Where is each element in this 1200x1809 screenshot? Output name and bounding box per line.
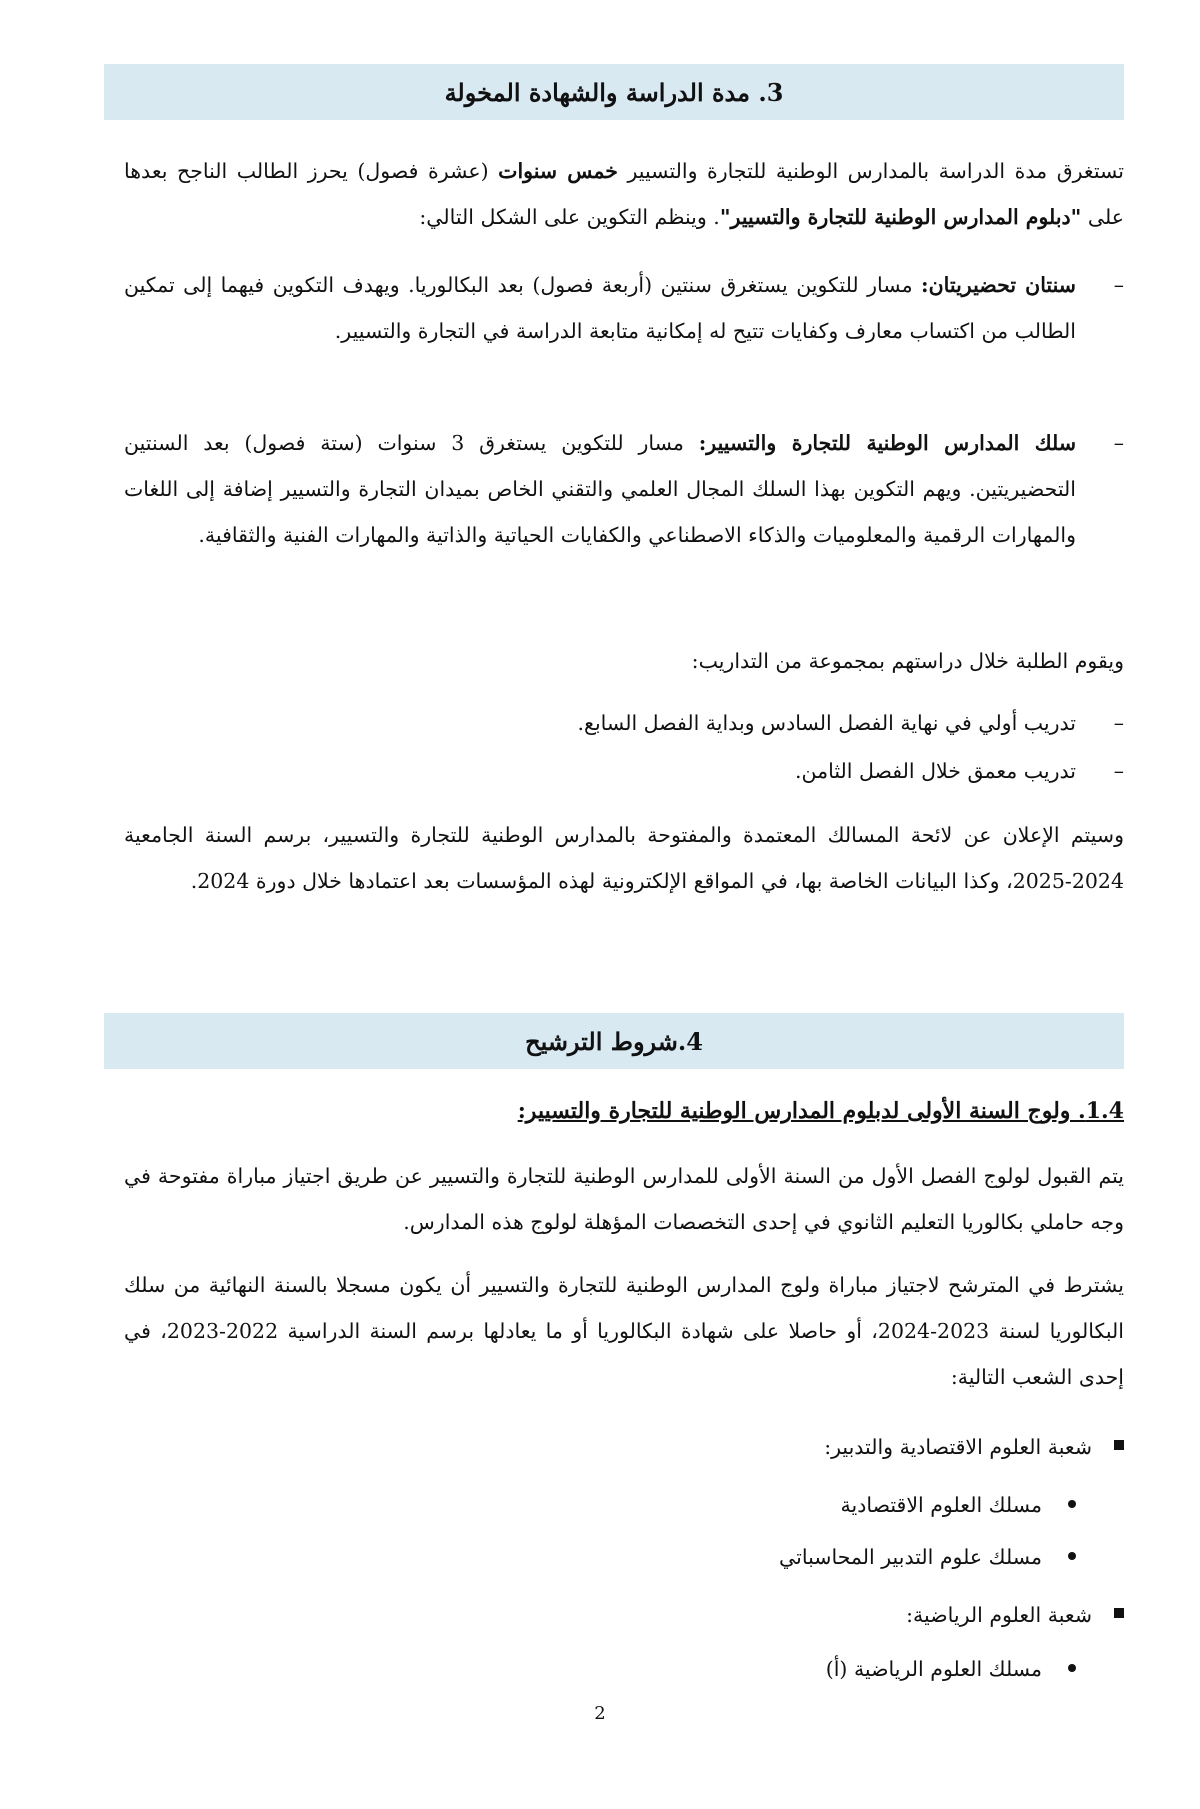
dash-marker: – [1113, 759, 1124, 783]
dash-marker: – [1113, 273, 1124, 297]
track-item [226, 1646, 1076, 1692]
square-bullet-icon [1114, 1440, 1124, 1450]
dash-marker: – [1113, 431, 1124, 455]
list-item-term: سلك المدارس الوطنية للتجارة والتسيير: [698, 431, 1076, 455]
subsection-4-1-title: 1.4. ولوج السنة الأولى لدبلوم المدارس الوطنية للتجارة والتسيير: [517, 1098, 1124, 1124]
internship-text: تدريب أولي في نهاية الفصل السادس وبداية الفصل السابع. [577, 711, 1076, 735]
admission-paragraph: يتم القبول لولوج الفصل الأول من السنة الأولى للمدارس الوطنية للتجارة والتسيير عن طريق اجتياز مباراة مفتوحة في وجه حاملي بكالوريا التعليم الثانوي في إحدى التخصصات المؤهلة لولوج هذه المدارس. [124, 1164, 1124, 1234]
eligibility-paragraph: يشترط في المترشح لاجتياز مباراة ولوج المدارس الوطنية للتجارة والتسيير أن يكون مسجلا بالسنة النهائية من سلك البكالوريا لسنة 2023-2024، أو حاصلا على شهادة البكالوريا أو ما يعادلها برسم السنة الدراسية 2022-2023، في إحدى الشعب التالية: [124, 1273, 1124, 1389]
branch-name: شعبة العلوم الرياضية: [906, 1603, 1092, 1627]
list-item-text [124, 420, 1076, 558]
list-item-term: سنتان تحضيريتان: [921, 273, 1076, 297]
page-number: 2 [594, 1703, 606, 1724]
square-bullet-icon [1114, 1608, 1124, 1618]
dash-marker: – [1113, 711, 1124, 735]
intro-text-a: تستغرق مدة الدراسة بالمدارس الوطنية للتجارة والتسيير [617, 159, 1124, 183]
track-item [226, 1534, 1076, 1580]
track-name: مسلك العلوم الاقتصادية [840, 1493, 1042, 1517]
intro-bold-duration: خمس سنوات [498, 159, 618, 183]
section-3-heading [104, 64, 1124, 120]
track-name: مسلك العلوم الرياضية (أ) [825, 1657, 1042, 1681]
list-item-body: مسار للتكوين يستغرق سنتين (أربعة فصول) بعد البكالوريا. ويهدف التكوين فيهما إلى تمكين الطالب من اكتساب معارف وكفايات تتيح له إمكانية متابعة الدراسة في التجارة والتسيير. [124, 273, 1076, 343]
branch-name: شعبة العلوم الاقتصادية والتدبير: [824, 1435, 1092, 1459]
intro-text-b: (عشرة فصول) يحرز الطالب الناجح بعدها على [124, 159, 1124, 229]
section-3-intro [124, 148, 1124, 240]
list-item-body: مسار للتكوين يستغرق 3 سنوات (ستة فصول) بعد السنتين التحضيريتين. ويهم التكوين بهذا السلك المجال العلمي والتقني الخاص بميدان التجارة والتسيير إضافة إلى اللغات والمهارات الرقمية والمعلوميات والذكاء الاصطناعي والكفايات الحياتية والذاتية والمهارات الفنية والثقافية. [124, 431, 1076, 547]
track-name: مسلك علوم التدبير المحاسباتي [779, 1545, 1042, 1569]
branch-mathematics [224, 1592, 1124, 1638]
track-item [226, 1482, 1076, 1528]
section-3-title: 3. مدة الدراسة والشهادة المخولة [444, 77, 784, 107]
round-bullet-icon [1068, 1552, 1076, 1560]
intro-text-c: . وينظم التكوين على الشكل التالي: [419, 205, 720, 229]
round-bullet-icon [1068, 1664, 1076, 1672]
internships-intro: ويقوم الطلبة خلال دراستهم بمجموعة من التداريب: [691, 649, 1124, 673]
section-4-heading [104, 1013, 1124, 1069]
branch-economics [224, 1424, 1124, 1470]
announcement-paragraph: وسيتم الإعلان عن لائحة المسالك المعتمدة والمفتوحة بالمدارس الوطنية للتجارة والتسيير، برسم السنة الجامعية 2024-2025، وكذا البيانات الخاصة بها، في المواقع الإلكترونية لهذه المؤسسات بعد اعتمادها خلال دورة 2024. [124, 823, 1124, 893]
section-4-title: 4.شروط الترشيح [525, 1026, 703, 1056]
internship-text: تدريب معمق خلال الفصل الثامن. [795, 759, 1076, 783]
list-item-text [124, 262, 1076, 354]
intro-bold-diploma: "دبلوم المدارس الوطنية للتجارة والتسيير" [719, 205, 1082, 229]
round-bullet-icon [1068, 1500, 1076, 1508]
